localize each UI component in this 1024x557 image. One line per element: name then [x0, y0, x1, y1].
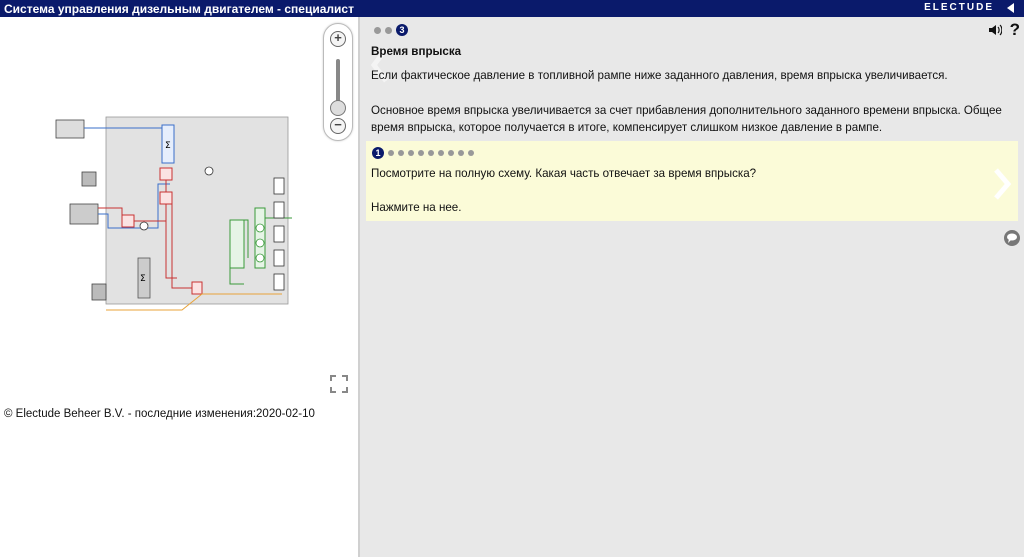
next-arrow-icon[interactable] [990, 167, 1014, 201]
speech-bubble-icon[interactable] [1004, 230, 1020, 246]
page-dot[interactable] [374, 27, 381, 34]
sensor-3 [70, 204, 98, 224]
sensor-bottom [92, 284, 106, 300]
lesson-content [371, 43, 1011, 154]
page-dot[interactable] [385, 27, 392, 34]
page-pager [374, 24, 408, 36]
question-dot[interactable] [428, 150, 434, 156]
top-bar [0, 0, 1024, 17]
course-title: Система управления дизельным двигателем - специалист [4, 1, 354, 16]
schematic-diagram[interactable] [52, 108, 292, 314]
question-dot[interactable] [448, 150, 454, 156]
question-dot[interactable] [408, 150, 414, 156]
lesson-paragraph: Если фактическое давление в топливной рампе ниже заданного давления, время впрыска увеличивается. [371, 69, 948, 82]
question-dot[interactable] [458, 150, 464, 156]
question-instruction: Нажмите на нее. [371, 201, 462, 214]
question-dot[interactable] [418, 150, 424, 156]
content-panel [360, 17, 1024, 557]
question-text: Посмотрите на полную схему. Какая часть отвечает за время впрыска? [371, 167, 757, 180]
zoom-control [323, 23, 353, 141]
copyright-text: © Electude Beheer B.V. - последние изменения:2020-02-10 [4, 408, 315, 420]
question-text-block [371, 165, 756, 233]
toolbar-icons [988, 22, 1020, 38]
page-current: 3 [396, 24, 408, 36]
brand-logo: ELECTUDE [924, 2, 994, 13]
back-arrow-icon[interactable] [1007, 3, 1014, 13]
svg-text:Σ: Σ [165, 141, 171, 151]
lesson-paragraph: Основное время впрыска увеличивается за счет прибавления дополнительного заданного времени впрыска. Общее время впрыска, которое получается в итоге, компенсирует слишком низкое давление в рампе. [371, 104, 1002, 134]
speaker-icon[interactable] [988, 24, 1002, 36]
zoom-in-button[interactable]: + [330, 31, 346, 47]
zoom-out-button[interactable]: − [330, 118, 346, 134]
diagram-panel [0, 17, 360, 557]
fullscreen-icon[interactable] [329, 374, 349, 394]
sensor-2 [82, 172, 96, 186]
question-dot[interactable] [388, 150, 394, 156]
svg-text:Σ: Σ [140, 274, 146, 284]
question-current: 1 [372, 147, 384, 159]
question-dot[interactable] [398, 150, 404, 156]
help-icon[interactable]: ? [1009, 20, 1020, 39]
zoom-slider-handle[interactable] [330, 100, 346, 116]
question-dot[interactable] [468, 150, 474, 156]
question-box [366, 141, 1018, 221]
lesson-heading: Время впрыска [371, 45, 462, 58]
sensor-top [56, 120, 84, 138]
question-dot[interactable] [438, 150, 444, 156]
question-pager [372, 147, 474, 159]
